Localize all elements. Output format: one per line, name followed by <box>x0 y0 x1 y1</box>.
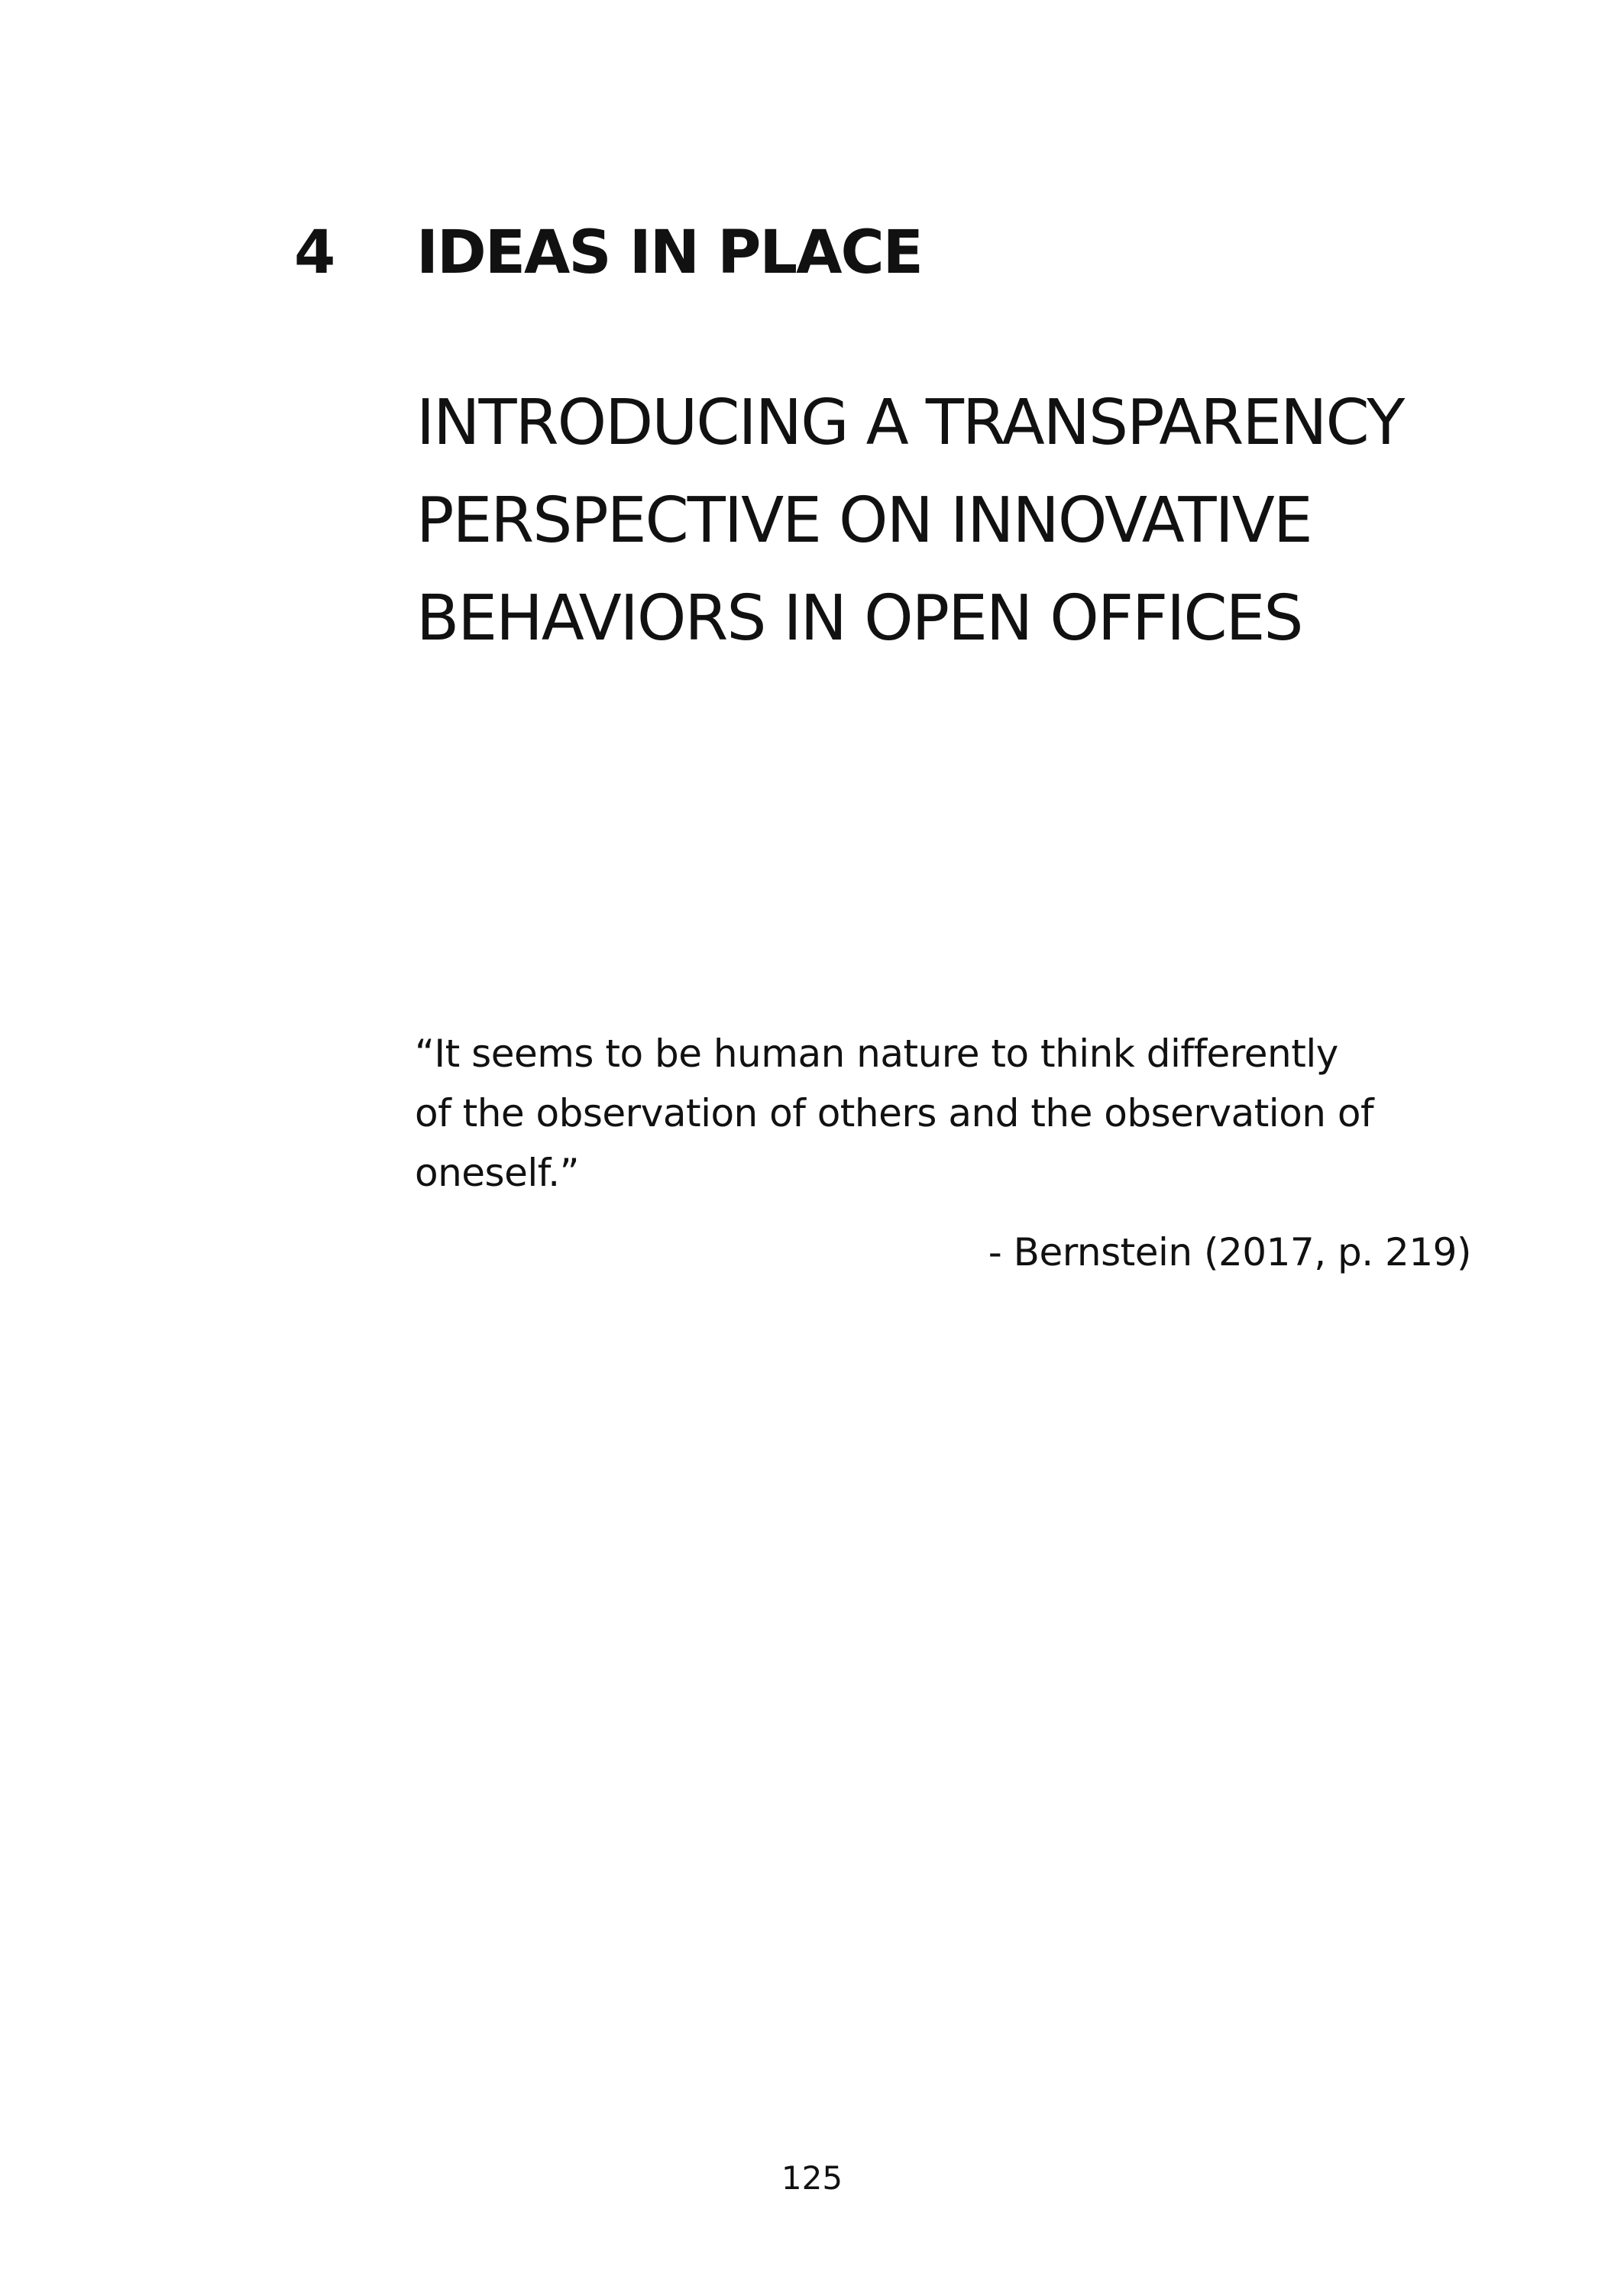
epigraph-quote <box>415 1024 1545 1203</box>
quote-line: of the observation of others and the observation of <box>415 1091 1374 1135</box>
chapter-title: IDEAS IN PLACE <box>416 219 922 287</box>
quote-line: “It seems to be human nature to think differently <box>415 1032 1338 1076</box>
quote-line: oneself.” <box>415 1151 580 1195</box>
epigraph-attribution: - Bernstein (2017, p. 219) <box>988 1230 1471 1274</box>
chapter-number: 4 <box>294 219 335 287</box>
subtitle-line: INTRODUCING A TRANSPARENCY <box>416 387 1404 459</box>
page-number: 125 <box>781 2159 843 2197</box>
chapter-subtitle <box>416 374 1577 668</box>
subtitle-line: BEHAVIORS IN OPEN OFFICES <box>416 582 1302 655</box>
subtitle-line: PERSPECTIVE ON INNOVATIVE <box>416 484 1312 557</box>
